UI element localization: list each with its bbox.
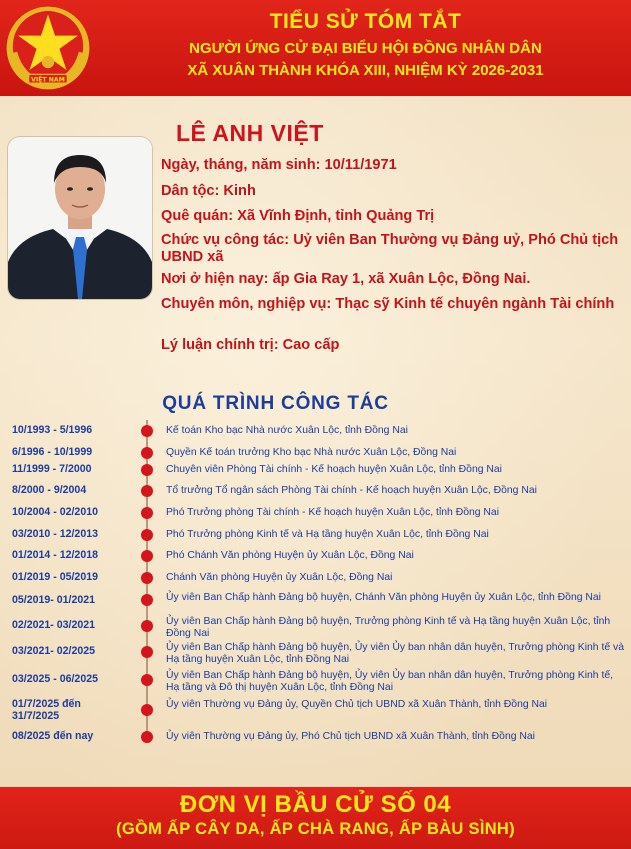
timeline-desc: Chuyên viên Phòng Tài chính - Kế hoạch huyện Xuân Lộc, tỉnh Đồng Nai xyxy=(166,464,502,475)
page-title: TIỂU SỬ TÓM TẮT xyxy=(269,10,462,33)
page-subtitle-line1: NGƯỜI ỨNG CỬ ĐẠI BIỂU HỘI ĐỒNG NHÂN DÂN xyxy=(189,40,542,57)
timeline-dot xyxy=(141,464,153,476)
info-residence: Nơi ở hiện nay: ấp Gia Ray 1, xã Xuân Lộc, Đồng Nai. xyxy=(161,271,531,287)
timeline-dot xyxy=(141,572,153,584)
timeline-dot xyxy=(141,731,153,743)
national-emblem-icon xyxy=(4,4,92,92)
timeline-date: 10/1993 - 5/1996 xyxy=(12,424,93,436)
candidate-name: LÊ ANH VIỆT xyxy=(176,120,324,146)
timeline-desc: Ủy viên Ban Chấp hành Đảng bộ huyện, Trưởng phòng Kinh tế và Hạ tầng huyện Xuân Lộc, tỉnh Đồng Nai xyxy=(166,616,611,639)
timeline-date: 01/2019 - 05/2019 xyxy=(12,571,99,583)
timeline-date: 05/2019- 01/2021 xyxy=(12,594,96,606)
timeline-date: 6/1996 - 10/1999 xyxy=(12,446,93,458)
timeline-desc: Phó Trưởng phòng Tài chính - Kế hoạch huyện Xuân Lộc, tỉnh Đồng Nai xyxy=(166,507,500,518)
timeline-date: 08/2025 đến nay xyxy=(12,730,94,742)
info-birthdate: Ngày, tháng, năm sinh: 10/11/1971 xyxy=(161,157,397,173)
info-hometown: Quê quán: Xã Vĩnh Định, tỉnh Quảng Trị xyxy=(161,208,435,224)
timeline-dot xyxy=(141,485,153,497)
info-political-theory: Lý luận chính trị: Cao cấp xyxy=(161,337,340,353)
timeline-dot xyxy=(141,594,153,606)
timeline-date: 03/2010 - 12/2013 xyxy=(12,528,99,540)
timeline-dot xyxy=(141,620,153,632)
info-position: Chức vụ công tác: Uỷ viên Ban Thường vụ Đảng uỷ, Phó Chủ tịch UBND xã xyxy=(161,232,619,265)
timeline-dot xyxy=(141,447,153,459)
info-profession: Chuyên môn, nghiệp vụ: Thạc sỹ Kinh tế chuyên ngành Tài chính xyxy=(161,296,615,312)
timeline-dot xyxy=(141,704,153,716)
timeline-dot xyxy=(141,529,153,541)
timeline-desc: Ủy viên Ban Chấp hành Đảng bộ huyện, Ủy viên Ủy ban nhân dân huyện, Trưởng phòng Kinh tế và Hạ tầng huyện Xuân Lộc, tỉnh Đồng Nai xyxy=(166,642,624,665)
timeline-date: 02/2021- 03/2021 xyxy=(12,619,96,631)
timeline-dot xyxy=(141,674,153,686)
timeline-date: 11/1999 - 7/2000 xyxy=(12,463,92,475)
timeline-date: 03/2021- 02/2025 xyxy=(12,645,96,657)
portrait-image xyxy=(8,137,152,299)
career-section-title: QUÁ TRÌNH CÔNG TÁC xyxy=(162,393,389,414)
timeline-desc: Phó Chánh Văn phòng Huyện ủy Xuân Lộc, Đồng Nai xyxy=(166,550,414,561)
timeline-desc: Ủy viên Thường vụ Đảng ủy, Phó Chủ tịch UBND xã Xuân Thành, tỉnh Đồng Nai xyxy=(166,731,535,742)
timeline-desc: Phó Trưởng phòng Kinh tế và Hạ tầng huyện Xuân Lộc, tỉnh Đồng Nai xyxy=(166,529,489,540)
timeline-desc: Chánh Văn phòng Huyện ủy Xuân Lộc, Đồng Nai xyxy=(166,572,393,583)
timeline-desc: Kế toán Kho bạc Nhà nước Xuân Lộc, tỉnh Đồng Nai xyxy=(166,425,408,436)
timeline-desc: Tổ trưởng Tổ ngân sách Phòng Tài chính - Kế hoạch huyện Xuân Lộc, Đồng Nai xyxy=(166,485,537,496)
electoral-unit-areas: (GỒM ẤP CÂY DA, ẤP CHÀ RANG, ẤP BÀU SÌNH) xyxy=(116,820,515,838)
timeline-desc: Ủy viên Ban Chấp hành Đảng bộ huyện, Ủy viên Ủy ban nhân dân huyện, Trưởng phòng Kinh tế, Hạ tầng và Đô thị huyện Xuân Lộc, tỉnh Đồng Nai xyxy=(166,670,614,693)
info-ethnicity: Dân tộc: Kinh xyxy=(161,183,256,199)
timeline-dot xyxy=(141,550,153,562)
footer-banner xyxy=(0,787,631,849)
timeline-desc: Ủy viên Thường vụ Đảng ủy, Quyền Chủ tịch UBND xã Xuân Thành, tỉnh Đồng Nai xyxy=(166,699,548,710)
electoral-unit-title: ĐƠN VỊ BẦU CỬ SỐ 04 xyxy=(179,791,452,818)
timeline-date: 10/2004 - 02/2010 xyxy=(12,506,99,518)
timeline-date: 01/2014 - 12/2018 xyxy=(12,549,99,561)
timeline-dot xyxy=(141,507,153,519)
timeline-dot xyxy=(141,646,153,658)
emblem-text: VIỆT NAM xyxy=(31,76,65,84)
timeline-desc: Ủy viên Ban Chấp hành Đảng bộ huyện, Chánh Văn phòng Huyện ủy Xuân Lộc, tỉnh Đồng Nai xyxy=(166,592,601,603)
timeline-dot xyxy=(141,425,153,437)
timeline-date: 8/2000 - 9/2004 xyxy=(12,484,87,496)
timeline-date: 01/7/2025 đến 31/7/2025 xyxy=(12,698,81,722)
page-subtitle-line2: XÃ XUÂN THÀNH KHÓA XIII, NHIỆM KỲ 2026-2031 xyxy=(187,62,544,79)
header-banner xyxy=(0,0,631,96)
candidate-photo xyxy=(8,137,152,299)
timeline-desc: Quyền Kế toán trưởng Kho bạc Nhà nước Xuân Lộc, Đồng Nai xyxy=(166,447,457,458)
timeline-date: 03/2025 - 06/2025 xyxy=(12,673,99,685)
